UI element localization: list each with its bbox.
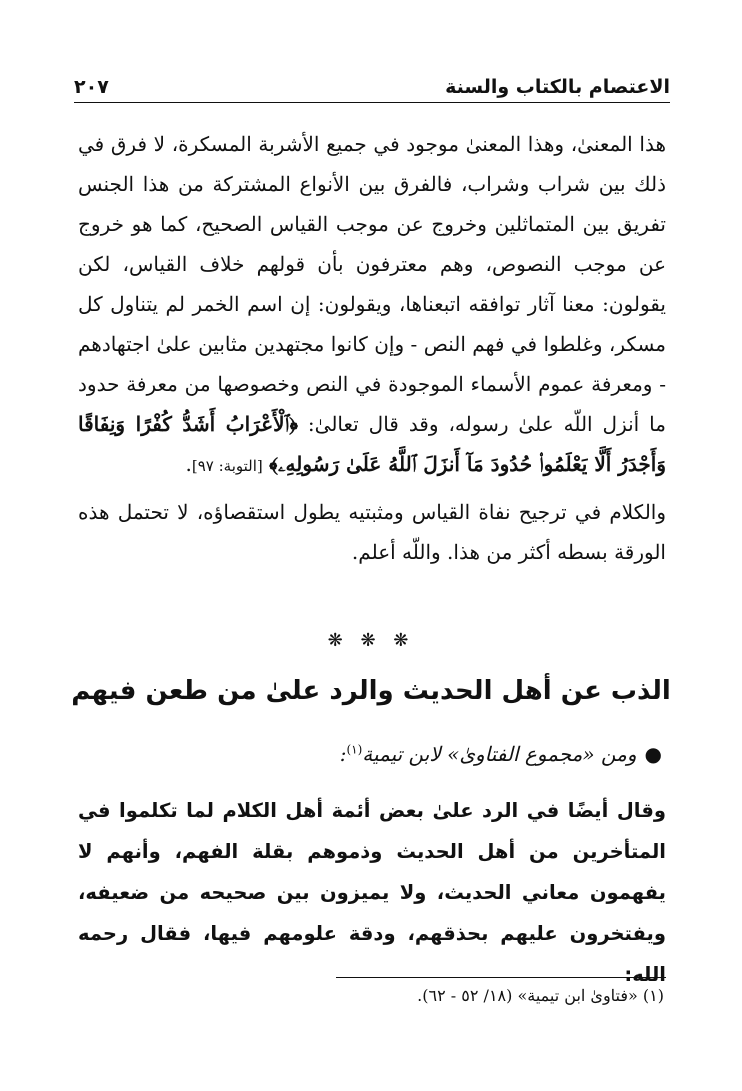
quran-verse: ﴿ٱلْأَعْرَابُ أَشَدُّ كُفْرًا وَنِفَاقًا وَأَجْدَرُ أَلَّا يَعْلَمُوا۟ حُدُودَ مَآ أَنزَلَ ٱللَّهُ عَلَىٰ رَسُولِهِۦ﴾ xyxy=(78,412,666,476)
bullet-icon: ● xyxy=(644,742,662,766)
source-line xyxy=(340,742,662,766)
paragraph-1-text: هذا المعنىٰ، وهذا المعنىٰ موجود في جميع الأشربة المسكرة، لا فرق في ذلك بين شراب وشراب، فالفرق بين الأنواع المشتركة من هذا الجنس تفريق بين المتماثلين وخروج عن موجب القياس الصحيح، كما هو خروج عن موجب النصوص، وهم معترفون بأن قولهم خلاف القياس، لكن يقولون: معنا آثار توافقه اتبعناها، ويقولون: إن اسم الخمر لم يتناول كل مسكر، وغلطوا في فهم النص - وإن كانوا مجتهدين مثابين علىٰ اجتهادهم - ومعرفة عموم الأسماء الموجودة في النص وخصوصها من معرفة حدود ما أنزل اللّه علىٰ رسوله، وقد قال تعالىٰ: xyxy=(78,132,666,436)
header-divider xyxy=(74,102,670,103)
paragraph-1 xyxy=(78,124,666,486)
page-header xyxy=(74,62,670,98)
main-text xyxy=(78,124,666,572)
source-colon: : xyxy=(339,742,347,766)
footnote: (١) «فتاوىٰ ابن تيمية» (١٨/ ٥٢ - ٦٢). xyxy=(417,986,664,1005)
source-text: ومن «مجموع الفتاوىٰ» لابن تيمية xyxy=(362,742,637,766)
footnote-marker: (١) xyxy=(346,742,363,757)
running-title: الاعتصام بالكتاب والسنة xyxy=(445,76,670,98)
quran-reference: [التوبة: ٩٧] xyxy=(191,457,263,475)
section-separator: ❋ ❋ ❋ xyxy=(327,630,415,651)
quote-paragraph: وقال أيضًا في الرد علىٰ بعض أئمة أهل الكلام لما تكلموا في المتأخرين من أهل الحديث وذموهم بقلة الفهم، وأنهم لا يفهمون معاني الحديث، ولا يميزون بين صحيحه من ضعيفه، ويفتخرون عليهم بحذقهم، ودقة علومهم فيها، فقال رحمه الله: xyxy=(78,799,666,986)
paragraph-1-end: . xyxy=(185,452,192,476)
section-heading: الذب عن أهل الحديث والرد علىٰ من طعن فيهم xyxy=(71,676,671,706)
page-number: ٢٠٧ xyxy=(74,76,109,98)
paragraph-2: والكلام في ترجيح نفاة القياس ومثبتيه يطول استقصاؤه، لا تحتمل هذه الورقة بسطه أكثر من هذا. واللّه أعلم. xyxy=(78,500,666,564)
footnote-divider xyxy=(336,977,666,978)
quote-block xyxy=(78,790,666,995)
